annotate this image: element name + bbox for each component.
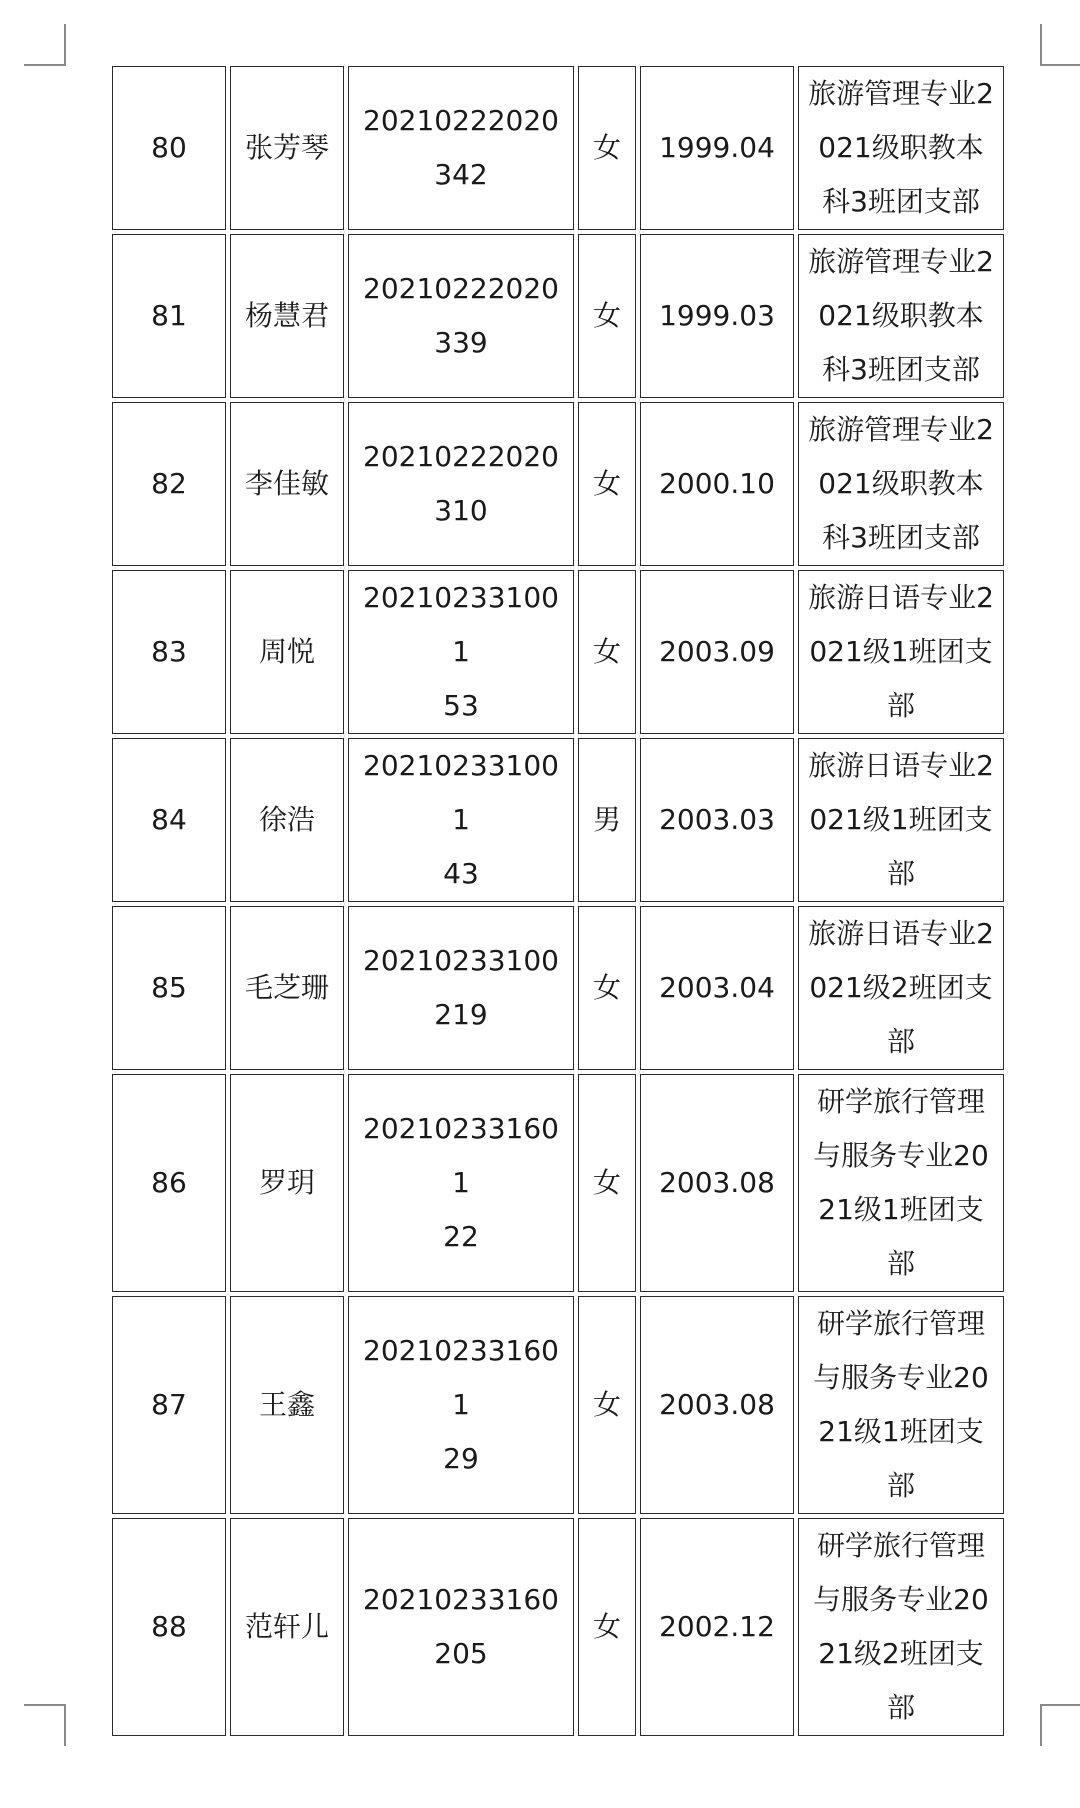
league-branch-line: 与服务专业20 — [813, 1139, 989, 1172]
row-number-cell: 84 — [112, 738, 226, 902]
league-branch-line: 与服务专业20 — [813, 1583, 989, 1616]
crop-mark-top-right — [1040, 24, 1080, 66]
student-id-cell — [348, 738, 574, 902]
league-branch-line: 部 — [886, 857, 915, 890]
name-cell: 周悦 — [230, 570, 344, 734]
name-cell: 毛芝珊 — [230, 906, 344, 1070]
student-id-cell — [348, 402, 574, 566]
student-id-line: 202102331601 — [363, 1112, 559, 1199]
league-branch-line: 旅游日语专业2 — [808, 749, 994, 782]
student-id-line: 202102331001 — [363, 581, 559, 668]
student-id-line: 202102331001 — [363, 749, 559, 836]
birth-date-cell: 2002.12 — [640, 1518, 794, 1736]
gender-cell: 女 — [578, 1296, 636, 1514]
student-id-cell — [348, 906, 574, 1070]
league-branch-line: 21级1班团支部 — [818, 1193, 984, 1280]
league-branch-line: 部 — [886, 1025, 915, 1058]
league-branch-line: 部 — [886, 1691, 915, 1724]
birth-date-cell: 2003.08 — [640, 1296, 794, 1514]
crop-mark-bottom-right — [1040, 1704, 1080, 1746]
name-cell: 杨慧君 — [230, 234, 344, 398]
gender-cell: 女 — [578, 906, 636, 1070]
row-number-cell: 81 — [112, 234, 226, 398]
student-id-line: 29 — [443, 1442, 479, 1475]
league-branch-line: 021级2班团支 — [809, 971, 993, 1004]
row-number-cell: 82 — [112, 402, 226, 566]
student-id-line: 20210222020 — [363, 440, 559, 473]
league-branch-line: 旅游日语专业2 — [808, 581, 994, 614]
league-branch-line: 科3班团支部 — [822, 521, 980, 554]
birth-date-cell: 2000.10 — [640, 402, 794, 566]
table-row — [112, 1518, 1004, 1736]
league-branch-cell — [798, 402, 1004, 566]
league-branch-line: 科3班团支部 — [822, 185, 980, 218]
row-number-cell: 87 — [112, 1296, 226, 1514]
table-row — [112, 738, 1004, 902]
student-id-line: 20210233160 — [363, 1583, 559, 1616]
name-cell: 范轩儿 — [230, 1518, 344, 1736]
league-branch-line: 021级职教本 — [818, 467, 984, 500]
gender-cell: 女 — [578, 234, 636, 398]
league-branch-cell — [798, 570, 1004, 734]
gender-cell: 女 — [578, 402, 636, 566]
member-roster-table — [108, 62, 1008, 1740]
student-id-line: 342 — [434, 158, 488, 191]
league-branch-cell — [798, 1518, 1004, 1736]
league-branch-line: 与服务专业20 — [813, 1361, 989, 1394]
league-branch-cell — [798, 906, 1004, 1070]
league-branch-cell — [798, 1296, 1004, 1514]
league-branch-line: 研学旅行管理 — [816, 1085, 985, 1118]
gender-cell: 女 — [578, 66, 636, 230]
gender-cell: 女 — [578, 1074, 636, 1292]
student-id-line: 43 — [443, 857, 479, 890]
table-row — [112, 1074, 1004, 1292]
student-id-line: 20210222020 — [363, 272, 559, 305]
crop-mark-bottom-left — [24, 1704, 66, 1746]
birth-date-cell: 2003.03 — [640, 738, 794, 902]
name-cell: 张芳琴 — [230, 66, 344, 230]
row-number-cell: 86 — [112, 1074, 226, 1292]
birth-date-cell: 2003.04 — [640, 906, 794, 1070]
league-branch-line: 021级1班团支 — [809, 803, 993, 836]
row-number-cell: 88 — [112, 1518, 226, 1736]
student-id-cell — [348, 1518, 574, 1736]
name-cell: 李佳敏 — [230, 402, 344, 566]
crop-mark-top-left — [24, 24, 66, 66]
student-id-line: 205 — [434, 1637, 488, 1670]
student-id-line: 219 — [434, 998, 488, 1031]
student-id-cell — [348, 1296, 574, 1514]
student-id-cell — [348, 570, 574, 734]
student-id-cell — [348, 234, 574, 398]
name-cell: 徐浩 — [230, 738, 344, 902]
roster-body — [112, 66, 1004, 1736]
table-row — [112, 234, 1004, 398]
table-row — [112, 1296, 1004, 1514]
row-number-cell: 80 — [112, 66, 226, 230]
row-number-cell: 85 — [112, 906, 226, 1070]
gender-cell: 女 — [578, 570, 636, 734]
league-branch-line: 研学旅行管理 — [816, 1307, 985, 1340]
league-branch-line: 021级1班团支 — [809, 635, 993, 668]
name-cell: 罗玥 — [230, 1074, 344, 1292]
birth-date-cell: 2003.09 — [640, 570, 794, 734]
table-row — [112, 906, 1004, 1070]
student-id-line: 22 — [443, 1220, 479, 1253]
league-branch-cell — [798, 234, 1004, 398]
gender-cell: 男 — [578, 738, 636, 902]
league-branch-line: 021级职教本 — [818, 131, 984, 164]
league-branch-cell — [798, 738, 1004, 902]
league-branch-line: 旅游管理专业2 — [808, 77, 994, 110]
league-branch-line: 旅游管理专业2 — [808, 245, 994, 278]
table-row — [112, 570, 1004, 734]
league-branch-line: 部 — [886, 689, 915, 722]
league-branch-line: 旅游日语专业2 — [808, 917, 994, 950]
league-branch-line: 021级职教本 — [818, 299, 984, 332]
student-id-line: 20210233100 — [363, 944, 559, 977]
birth-date-cell: 1999.03 — [640, 234, 794, 398]
student-id-line: 310 — [434, 494, 488, 527]
table-row — [112, 66, 1004, 230]
gender-cell: 女 — [578, 1518, 636, 1736]
birth-date-cell: 2003.08 — [640, 1074, 794, 1292]
student-id-line: 53 — [443, 689, 479, 722]
name-cell: 王鑫 — [230, 1296, 344, 1514]
league-branch-line: 21级1班团支部 — [818, 1415, 984, 1502]
league-branch-cell — [798, 1074, 1004, 1292]
league-branch-line: 21级2班团支 — [818, 1637, 984, 1670]
student-id-line: 339 — [434, 326, 488, 359]
league-branch-line: 科3班团支部 — [822, 353, 980, 386]
student-id-line: 20210222020 — [363, 104, 559, 137]
row-number-cell: 83 — [112, 570, 226, 734]
birth-date-cell: 1999.04 — [640, 66, 794, 230]
league-branch-line: 研学旅行管理 — [816, 1529, 985, 1562]
student-id-line: 202102331601 — [363, 1334, 559, 1421]
student-id-cell — [348, 66, 574, 230]
student-id-cell — [348, 1074, 574, 1292]
table-row — [112, 402, 1004, 566]
league-branch-cell — [798, 66, 1004, 230]
league-branch-line: 旅游管理专业2 — [808, 413, 994, 446]
